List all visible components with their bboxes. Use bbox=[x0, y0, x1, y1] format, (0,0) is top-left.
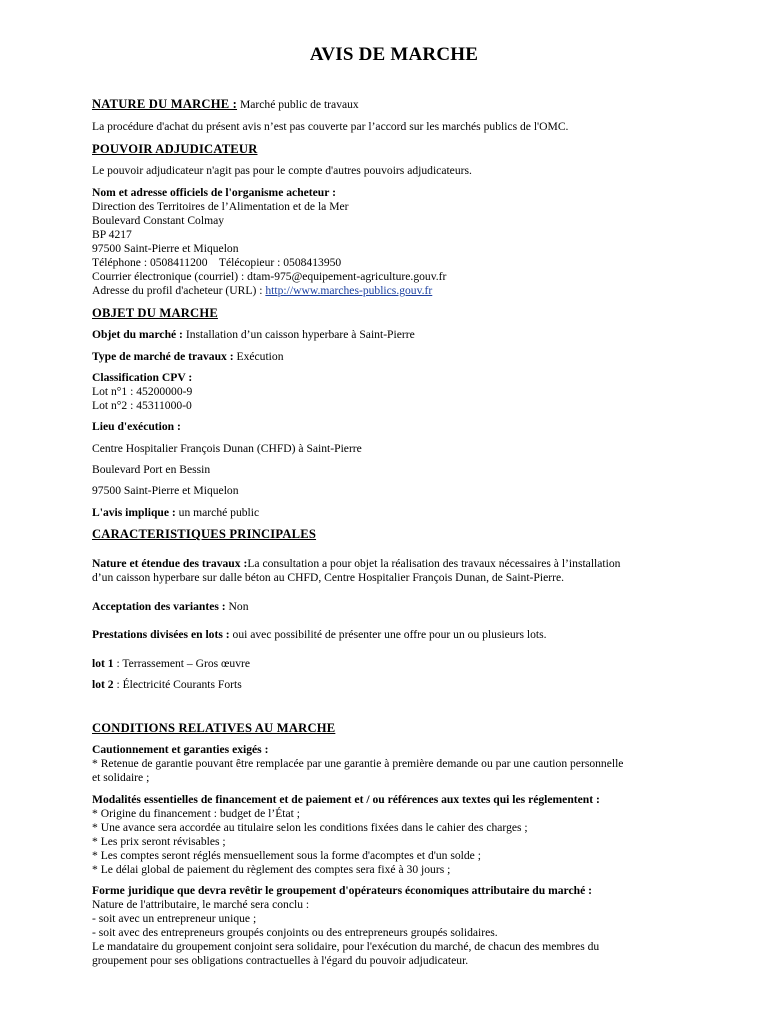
objet-line bbox=[92, 328, 415, 342]
conditions-heading: CONDITIONS RELATIVES AU MARCHE bbox=[92, 721, 336, 735]
cpv-lot: Lot n°1 : 45200000-9 bbox=[92, 385, 193, 398]
org-line: Direction des Territoires de l’Alimentation et de la Mer bbox=[92, 200, 349, 213]
lot2-value: : Électricité Courants Forts bbox=[113, 678, 242, 691]
forme-line: - soit avec un entrepreneur unique ; bbox=[92, 912, 257, 925]
forme-line: Nature de l'attributaire, le marché sera conclu : bbox=[92, 898, 310, 911]
mandataire-line: groupement pour ses obligations contractuelles à l'égard du pouvoir adjudicateur. bbox=[92, 954, 469, 967]
caution-line: * Retenue de garantie pouvant être remplacée par une garantie à première demande ou par une caution personnelle bbox=[92, 757, 624, 770]
nature-value: Marché public de travaux bbox=[237, 98, 359, 111]
caution-line: et solidaire ; bbox=[92, 771, 150, 784]
nature-line bbox=[92, 97, 359, 112]
modalites-label: Modalités essentielles de financement et de paiement et / ou références aux textes qui les réglementent : bbox=[92, 793, 600, 806]
avis-label: L'avis implique : bbox=[92, 506, 179, 519]
variantes-label: Acceptation des variantes : bbox=[92, 600, 229, 613]
profil-url-link[interactable]: http://www.marches-publics.gouv.fr bbox=[265, 284, 433, 297]
variantes-line bbox=[92, 600, 249, 614]
pouvoir-heading: POUVOIR ADJUDICATEUR bbox=[92, 142, 258, 156]
omc-text: La procédure d'achat du présent avis n’est pas couverte par l’accord sur les marchés publics de l'OMC. bbox=[92, 120, 569, 133]
objet-value: Installation d’un caisson hyperbare à Saint-Pierre bbox=[185, 328, 415, 341]
caracteristiques-heading: CARACTERISTIQUES PRINCIPALES bbox=[92, 527, 317, 541]
modalites-line: * Une avance sera accordée au titulaire selon les conditions fixées dans le cahier des charges ; bbox=[92, 821, 528, 834]
lot1-line bbox=[92, 657, 250, 671]
type-value: Exécution bbox=[236, 350, 284, 363]
lots-value: oui avec possibilité de présenter une offre pour un ou plusieurs lots. bbox=[232, 628, 547, 641]
type-line bbox=[92, 350, 284, 364]
lot2-label: lot 2 bbox=[92, 678, 114, 691]
nature-heading: NATURE DU MARCHE : bbox=[92, 97, 238, 111]
mandataire-line: Le mandataire du groupement conjoint sera solidaire, pour l'exécution du marché, de chacun des membres du bbox=[92, 940, 600, 953]
nature-travaux-label: Nature et étendue des travaux : bbox=[92, 557, 248, 570]
lot2-line bbox=[92, 678, 242, 692]
modalites-line: * Les prix seront révisables ; bbox=[92, 835, 226, 848]
avis-value: un marché public bbox=[178, 506, 260, 519]
org-line: 97500 Saint-Pierre et Miquelon bbox=[92, 242, 239, 255]
profil-label: Adresse du profil d'acheteur (URL) : bbox=[92, 284, 266, 297]
nature-travaux-value: La consultation a pour objet la réalisation des travaux nécessaires à l’installation bbox=[247, 557, 621, 570]
lot1-value: : Terrassement – Gros œuvre bbox=[113, 657, 251, 670]
cpv-lot: Lot n°2 : 45311000-0 bbox=[92, 399, 192, 412]
org-line-phone: Téléphone : 0508411200 Télécopieur : 0508413950 bbox=[92, 256, 342, 269]
avis-line bbox=[92, 506, 259, 520]
modalites-line: * Les comptes seront réglés mensuellement sous la forme d'acomptes et d'un solde ; bbox=[92, 849, 481, 862]
cpv-label: Classification CPV : bbox=[92, 371, 193, 384]
lieu-label: Lieu d'exécution : bbox=[92, 420, 181, 433]
objet-label: Objet du marché : bbox=[92, 328, 186, 341]
forme-label: Forme juridique que devra revêtir le groupement d'opérateurs économiques attributaire du marché : bbox=[92, 884, 592, 897]
org-line: BP 4217 bbox=[92, 228, 132, 241]
lieu-line: Centre Hospitalier François Dunan (CHFD) à Saint-Pierre bbox=[92, 442, 362, 455]
profil-line bbox=[92, 284, 432, 298]
lots-label: Prestations divisées en lots : bbox=[92, 628, 233, 641]
lots-line bbox=[92, 628, 547, 642]
lieu-line: 97500 Saint-Pierre et Miquelon bbox=[92, 484, 239, 497]
lieu-line: Boulevard Port en Bessin bbox=[92, 463, 211, 476]
objet-heading: OBJET DU MARCHE bbox=[92, 306, 218, 320]
type-label: Type de marché de travaux : bbox=[92, 350, 237, 363]
forme-line: - soit avec des entrepreneurs groupés conjoints ou des entrepreneurs groupés solidaires. bbox=[92, 926, 498, 939]
pouvoir-text: Le pouvoir adjudicateur n'agit pas pour le compte d'autres pouvoirs adjudicateurs. bbox=[92, 164, 472, 177]
org-line: Boulevard Constant Colmay bbox=[92, 214, 225, 227]
lot1-label: lot 1 bbox=[92, 657, 114, 670]
variantes-value: Non bbox=[228, 600, 249, 613]
modalites-line: * Le délai global de paiement du règlement des comptes sera fixé à 30 jours ; bbox=[92, 863, 451, 876]
org-label: Nom et adresse officiels de l'organisme acheteur : bbox=[92, 186, 336, 199]
caution-label: Cautionnement et garanties exigés : bbox=[92, 743, 269, 756]
document-title: AVIS DE MARCHE bbox=[309, 44, 479, 65]
org-line-email: Courrier électronique (courriel) : dtam-975@equipement-agriculture.gouv.fr bbox=[92, 270, 447, 283]
modalites-line: * Origine du financement : budget de l’État ; bbox=[92, 807, 300, 820]
nature-travaux-line2: d’un caisson hyperbare sur dalle béton au CHFD, Centre Hospitalier François Dunan, de Saint-Pierre. bbox=[92, 571, 565, 584]
nature-travaux-line bbox=[92, 557, 620, 571]
